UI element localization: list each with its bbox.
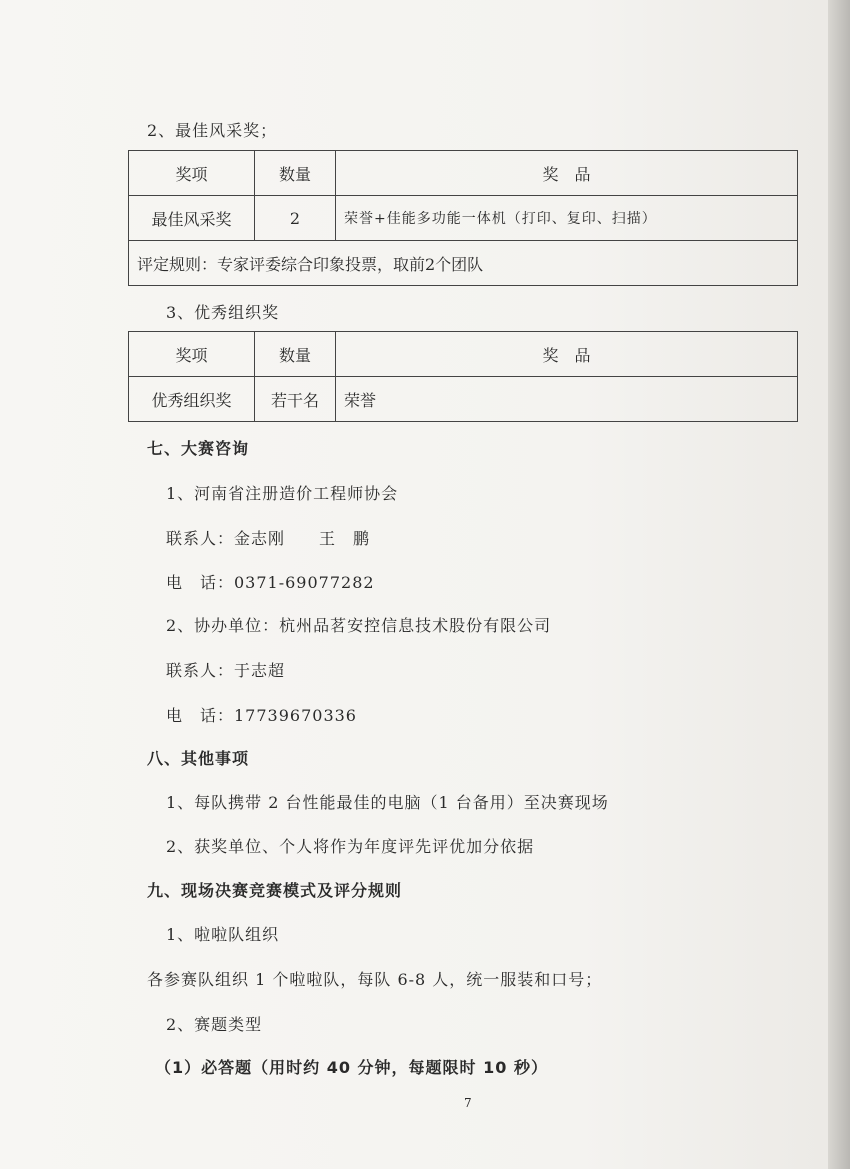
page-edge-shadow [828,0,850,1169]
other-item-1: 1、每队携带 2 台性能最佳的电脑（1 台备用）至决赛现场 [166,793,609,812]
cell-quantity: 2 [255,196,336,241]
consult-phone-2: 电 话：17739670336 [166,706,357,725]
best-style-award-table [128,150,798,286]
consult-org-2: 2、协办单位：杭州品茗安控信息技术股份有限公司 [166,616,552,635]
header-prize: 奖 品 [336,151,798,196]
table-row [129,196,798,241]
cell-rule: 评定规则：专家评委综合印象投票，取前2个团队 [129,241,798,286]
consult-org-1: 1、河南省注册造价工程师协会 [166,484,399,503]
section-7-heading: 七、大赛咨询 [147,439,250,458]
table-rule-row [129,241,798,286]
rule-item-1-text: 各参赛队组织 1 个啦啦队，每队 6-8 人，统一服装和口号； [147,970,603,989]
table-header-row [129,332,798,377]
consult-contact-2: 联系人：于志超 [166,661,286,680]
other-item-2: 2、获奖单位、个人将作为年度评先评优加分依据 [166,837,535,856]
header-quantity: 数量 [255,332,336,377]
rule-item-1: 1、啦啦队组织 [166,925,280,944]
excellent-organization-award-table [128,331,798,422]
header-quantity: 数量 [255,151,336,196]
rule-item-2-sub: （1）必答题（用时约 40 分钟，每题限时 10 秒） [155,1058,548,1077]
consult-contact-1: 联系人：金志刚 王 鹏 [166,529,371,548]
section-9-heading: 九、现场决赛竞赛模式及评分规则 [147,881,403,900]
cell-award: 优秀组织奖 [129,377,255,422]
cell-prize: 荣誉 [336,377,798,422]
header-prize: 奖 品 [336,332,798,377]
rule-item-2: 2、赛题类型 [166,1015,263,1034]
cell-prize: 荣誉+佳能多功能一体机（打印、复印、扫描） [336,196,798,241]
table-row [129,377,798,422]
page-number: 7 [464,1096,472,1110]
section-8-heading: 八、其他事项 [147,749,250,768]
section-2-title: 2、最佳风采奖； [147,121,278,140]
table-header-row [129,151,798,196]
header-award: 奖项 [129,151,255,196]
section-3-title: 3、优秀组织奖 [166,303,280,322]
consult-phone-1: 电 话：0371-69077282 [166,573,375,592]
cell-quantity: 若干名 [255,377,336,422]
header-award: 奖项 [129,332,255,377]
cell-award: 最佳风采奖 [129,196,255,241]
